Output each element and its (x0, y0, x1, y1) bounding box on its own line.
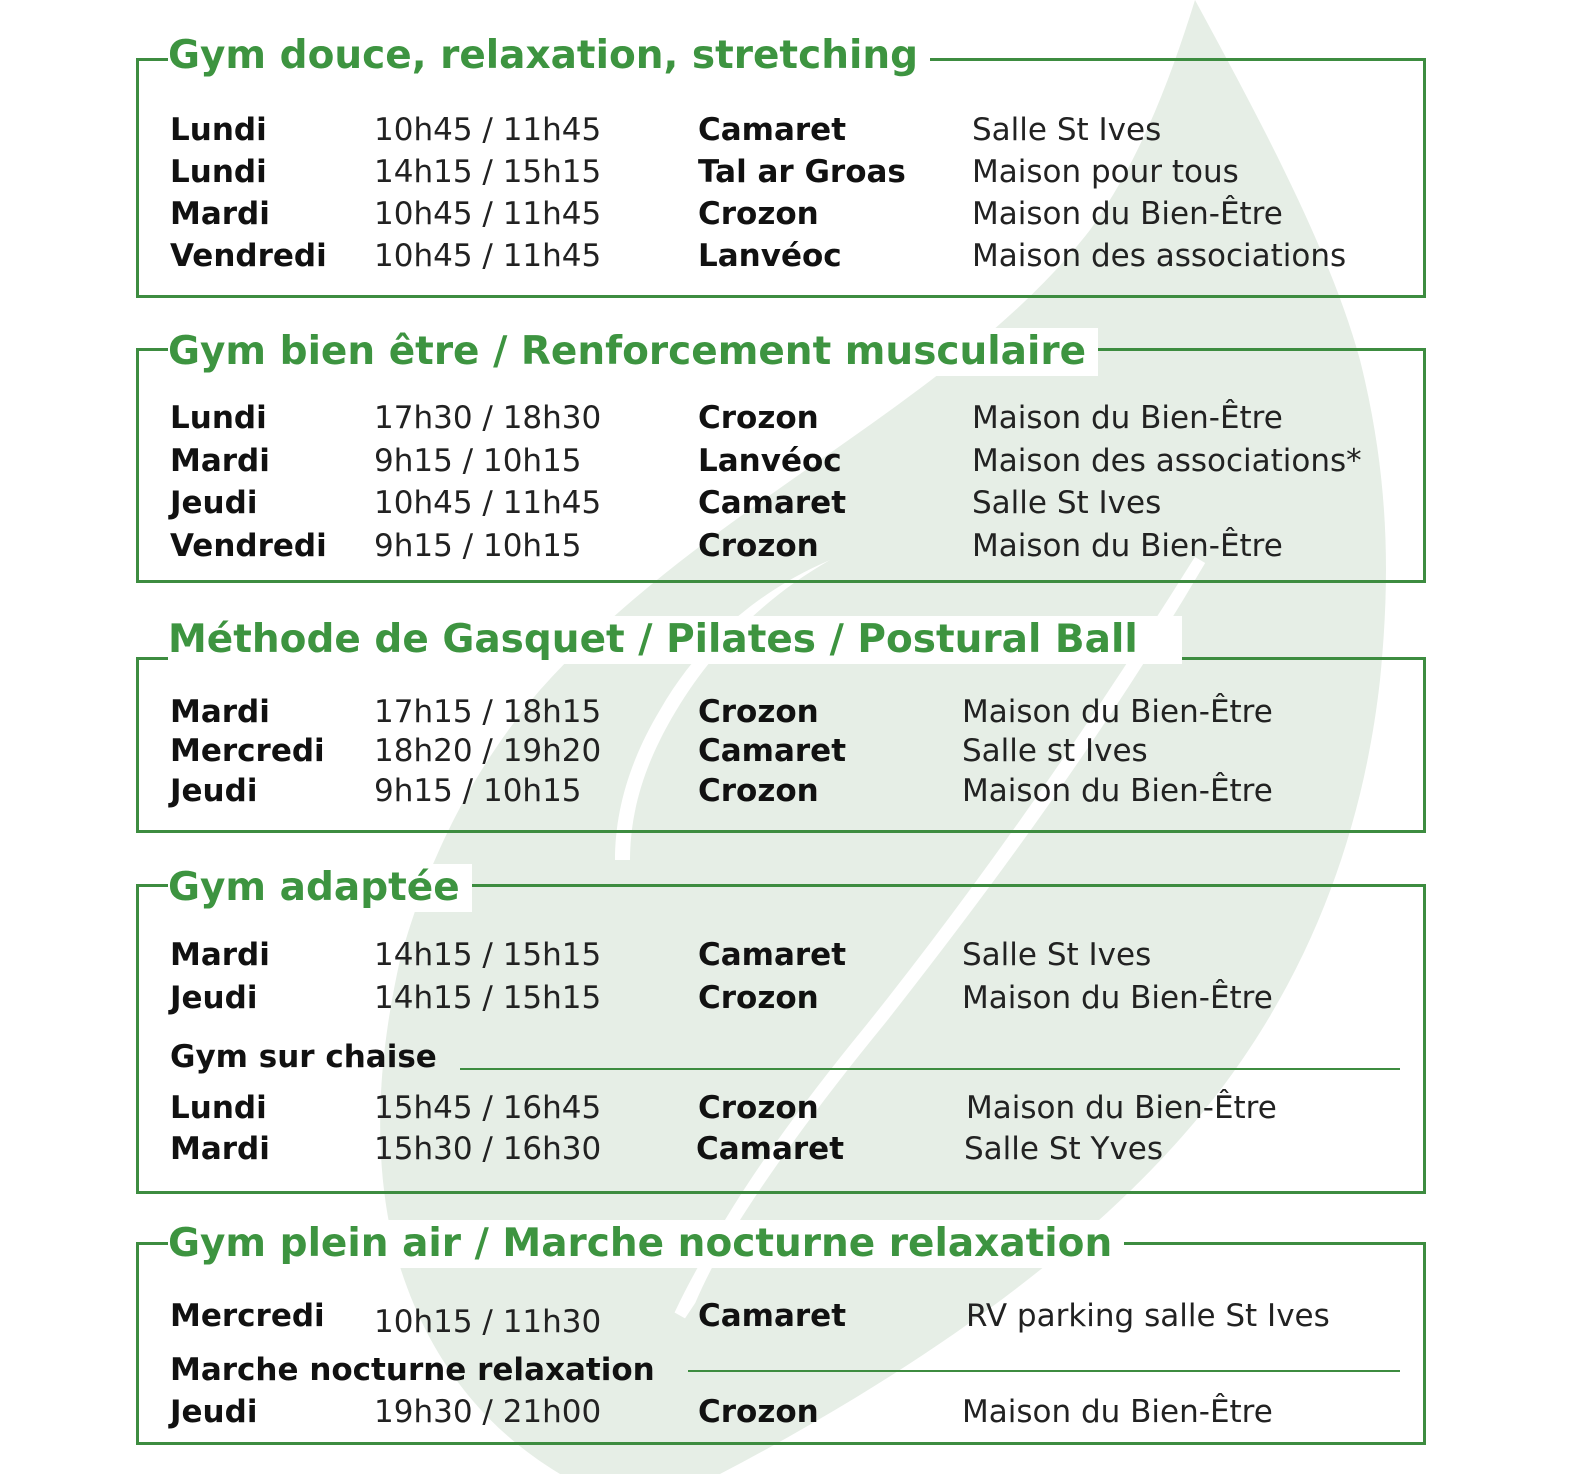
day-label: Lundi (170, 154, 267, 190)
time-range: 9h15 / 10h15 (374, 528, 582, 564)
venue-label: Maison pour tous (972, 154, 1239, 190)
time-range: 10h45 / 11h45 (374, 196, 602, 232)
venue-label: Salle St Ives (962, 937, 1152, 973)
time-range: 14h15 / 15h15 (374, 154, 602, 190)
town-label: Camaret (698, 112, 847, 148)
day-label: Mardi (170, 694, 270, 730)
venue-label: Salle St Yves (964, 1131, 1164, 1167)
venue-label: Maison du Bien-Être (972, 400, 1283, 436)
town-label: Crozon (698, 400, 819, 436)
time-range: 10h45 / 11h45 (374, 485, 602, 521)
town-label: Camaret (698, 485, 847, 521)
day-label: Jeudi (170, 485, 258, 521)
venue-label: Maison du Bien-Être (972, 196, 1283, 232)
town-label: Camaret (698, 937, 847, 973)
town-label: Crozon (698, 1090, 819, 1126)
day-label: Mardi (170, 1131, 270, 1167)
town-label: Camaret (696, 1131, 845, 1167)
day-label: Lundi (170, 112, 267, 148)
town-label: Crozon (698, 694, 819, 730)
subsection-divider (688, 1370, 1400, 1372)
time-range: 14h15 / 15h15 (374, 937, 602, 973)
town-label: Tal ar Groas (698, 154, 906, 190)
section-title-gym-douce: Gym douce, relaxation, stretching (168, 32, 930, 80)
venue-label: RV parking salle St Ives (966, 1298, 1330, 1334)
town-label: Crozon (698, 528, 819, 564)
day-label: Jeudi (170, 773, 258, 809)
town-label: Crozon (698, 196, 819, 232)
section-title-gym-plein-air: Gym plein air / Marche nocturne relaxation (168, 1220, 1124, 1268)
day-label: Lundi (170, 1090, 267, 1126)
day-label: Mercredi (170, 733, 325, 769)
section-title-gym-bien-etre: Gym bien être / Renforcement musculaire (168, 328, 1098, 376)
venue-label: Maison des associations* (972, 443, 1362, 479)
venue-label: Maison du Bien-Être (962, 1394, 1273, 1430)
time-range: 10h15 / 11h30 (374, 1304, 602, 1340)
day-label: Mardi (170, 196, 270, 232)
day-label: Jeudi (170, 980, 258, 1016)
venue-label: Maison du Bien-Être (962, 773, 1273, 809)
time-range: 10h45 / 11h45 (374, 238, 602, 274)
town-label: Crozon (698, 980, 819, 1016)
town-label: Lanvéoc (698, 238, 842, 274)
town-label: Crozon (698, 773, 819, 809)
venue-label: Maison du Bien-Être (962, 980, 1273, 1016)
town-label: Camaret (698, 733, 847, 769)
day-label: Mardi (170, 937, 270, 973)
time-range: 15h30 / 16h30 (374, 1131, 602, 1167)
time-range: 10h45 / 11h45 (374, 112, 602, 148)
town-label: Crozon (698, 1394, 819, 1430)
time-range: 18h20 / 19h20 (374, 733, 602, 769)
time-range: 14h15 / 15h15 (374, 980, 602, 1016)
time-range: 19h30 / 21h00 (374, 1394, 602, 1430)
section-title-gasquet-pilates: Méthode de Gasquet / Pilates / Postural Ball (168, 616, 1182, 664)
venue-label: Maison des associations (972, 238, 1347, 274)
day-label: Mercredi (170, 1298, 325, 1334)
section-title-gym-adaptee: Gym adaptée (168, 864, 472, 912)
time-range: 17h15 / 18h15 (374, 694, 602, 730)
venue-label: Maison du Bien-Être (972, 528, 1283, 564)
venue-label: Salle St Ives (972, 485, 1162, 521)
time-range: 9h15 / 10h15 (374, 443, 582, 479)
time-range: 17h30 / 18h30 (374, 400, 602, 436)
venue-label: Salle St Ives (972, 112, 1162, 148)
subsection-title-gym-sur-chaise: Gym sur chaise (170, 1039, 437, 1075)
time-range: 15h45 / 16h45 (374, 1090, 602, 1126)
venue-label: Maison du Bien-Être (962, 694, 1273, 730)
day-label: Mardi (170, 443, 270, 479)
time-range: 9h15 / 10h15 (374, 773, 582, 809)
day-label: Jeudi (170, 1394, 258, 1430)
day-label: Lundi (170, 400, 267, 436)
town-label: Lanvéoc (698, 443, 842, 479)
day-label: Vendredi (170, 528, 327, 564)
venue-label: Salle st Ives (962, 733, 1148, 769)
subsection-title-marche-nocturne: Marche nocturne relaxation (170, 1352, 655, 1388)
subsection-divider (460, 1068, 1400, 1070)
town-label: Camaret (698, 1298, 847, 1334)
venue-label: Maison du Bien-Être (966, 1090, 1277, 1126)
day-label: Vendredi (170, 238, 327, 274)
